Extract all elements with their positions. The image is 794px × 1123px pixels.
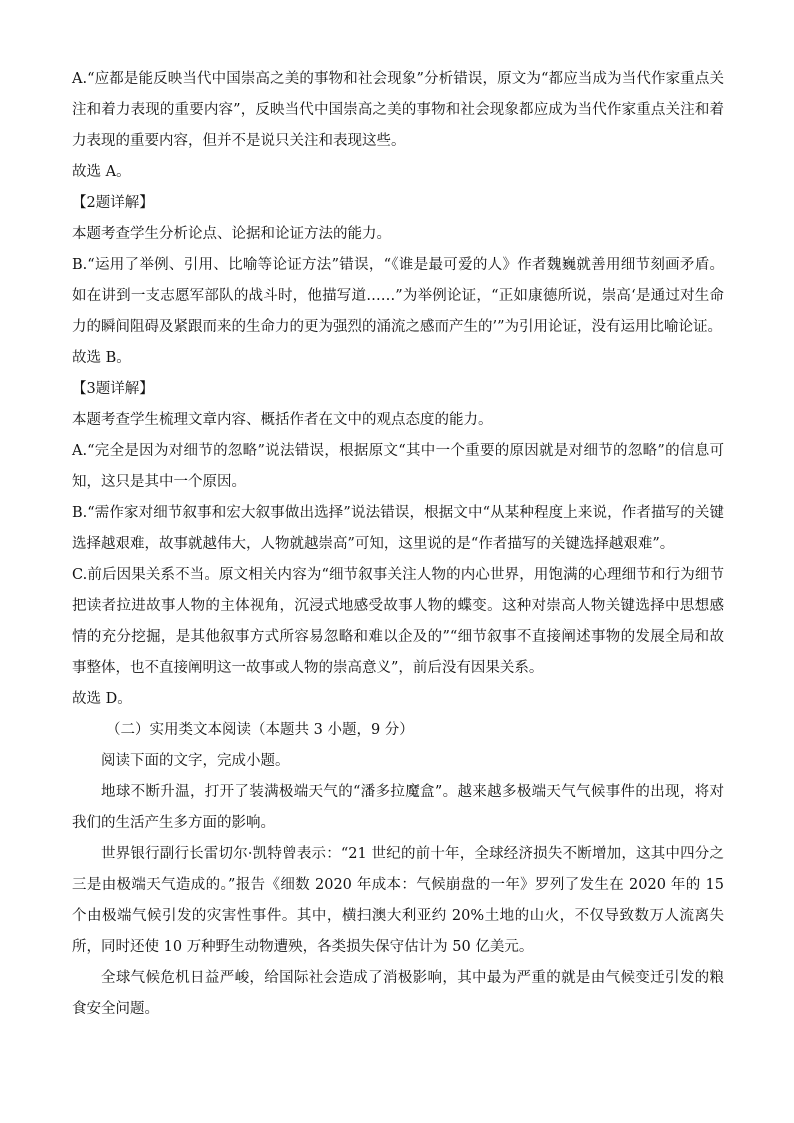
passage-paragraph-2: 世界银行副行长雷切尔·凯特曾表示：“21 世纪的前十年，全球经济损失不断增加，这其中四分之三是由极端天气造成的。”报告《细数 2020 年成本：气候崩盘的一年》罗列了发生在 2020 年的 15 个由极端气候引发的灾害性事件。其中，横扫澳大利亚约 20%土地的山火，不仅导致数万人流离失所，同时还使 10 万种野生动物遭殃，各类损失保守估计为 50 亿美元。 — [72, 846, 724, 955]
analysis-option-c-q3: C.前后因果关系不当。原文相关内容为“细节叙事关注人物的内心世界，用饱满的心理细节和行为细节把读者拉进故事人物的主体视角，沉浸式地感受故事人物的蝶变。这种对崇高人物关键选择中思想感情的充分挖掘，是其他叙事方式所容易忽略和难以企及的”“细节叙事不直接阐述事物的发展全局和故事整体，也不直接阐明这一故事或人物的崇高意义”，前后没有因果关系。 — [72, 567, 724, 676]
passage-paragraph-3: 全球气候危机日益严峻，给国际社会造成了消极影响，其中最为严重的就是由气候变迁引发的粮食安全问题。 — [72, 970, 724, 1017]
analysis-option-a-q3: A.“完全是因为对细节的忽略”说法错误，根据原文“其中一个重要的原因就是对细节的忽略”的信息可知，这只是其中一个原因。 — [72, 443, 724, 490]
answer-q3: 故选 D。 — [72, 691, 132, 707]
heading-q3-detail: 【3题详解】 — [72, 381, 154, 397]
answer-q2: 故选 B。 — [72, 350, 131, 366]
document-body — [72, 64, 724, 1025]
answer-q1: 故选 A。 — [72, 164, 131, 180]
section-title-practical-reading: （二）实用类文本阅读（本题共 3 小题，9 分） — [106, 722, 414, 738]
heading-q2-detail: 【2题详解】 — [72, 195, 154, 211]
q3-intro: 本题考查学生梳理文章内容、概括作者在文中的观点态度的能力。 — [72, 412, 493, 428]
q2-intro: 本题考查学生分析论点、论据和论证方法的能力。 — [72, 226, 391, 242]
reading-instruction: 阅读下面的文字，完成小题。 — [101, 753, 290, 769]
analysis-option-b-q2: B.“运用了举例、引用、比喻等论证方法”错误，“《谁是最可爱的人》作者魏巍就善用细节刻画矛盾。如在讲到一支志愿军部队的战斗时，他描写道……”为举例论证，“正如康德所说，崇高‘是通过对生命力的瞬间阻碍及紧跟而来的生命力的更为强烈的涌流之感而产生的’”为引用论证，没有运用比喻论证。 — [72, 257, 724, 335]
analysis-option-b-q3: B.“需作家对细节叙事和宏大叙事做出选择”说法错误，根据文中“从某种程度上来说，作者描写的关键选择越艰难，故事就越伟大，人物就越崇高”可知，这里说的是“作者描写的关键选择越艰难”。 — [72, 505, 724, 552]
analysis-option-a-q1: A.“应都是能反映当代中国崇高之美的事物和社会现象”分析错误，原文为“都应当成为当代作家重点关注和着力表现的重要内容”，反映当代中国崇高之美的事物和社会现象都应成为当代作家重点关注和着力表现的重要内容，但并不是说只关注和表现这些。 — [72, 71, 724, 149]
passage-paragraph-1: 地球不断升温，打开了装满极端天气的“潘多拉魔盒”。越来越多极端天气气候事件的出现，将对我们的生活产生多方面的影响。 — [72, 784, 724, 831]
